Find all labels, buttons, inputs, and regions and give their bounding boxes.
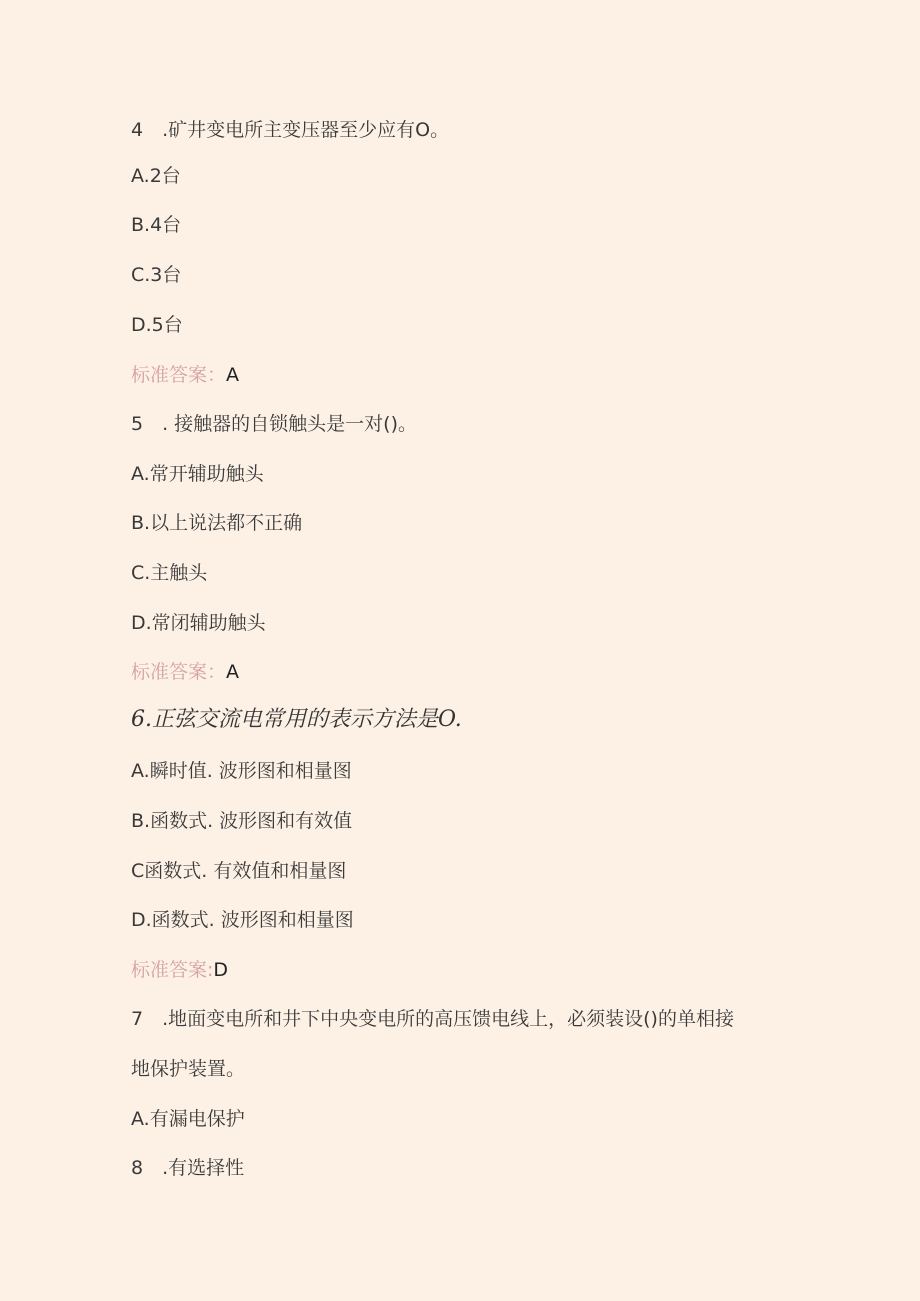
answer-label: 标准答案: xyxy=(131,959,214,981)
question-6: 6.正弦交流电常用的表示方法是O. xyxy=(131,707,462,732)
q5-option-b: B.以上说法都不正确 xyxy=(131,512,303,534)
q7-option-a: A.有漏电保护 xyxy=(131,1108,245,1130)
q4-answer xyxy=(131,362,239,388)
q6-answer xyxy=(131,957,228,983)
question-7-line-1: 7 .地面变电所和井下中央变电所的高压馈电线上，必须装设()的单相接 xyxy=(131,1008,734,1030)
q4-option-b: B.4台 xyxy=(131,214,182,236)
question-4: 4 .矿井变电所主变压器至少应有O。 xyxy=(131,119,450,141)
answer-label: 标准答案： xyxy=(131,364,227,386)
q4-option-c: C.3台 xyxy=(131,264,182,286)
q6-option-c: C函数式. 有效值和相量图 xyxy=(131,860,347,882)
q6-option-a: A.瞬时值. 波形图和相量图 xyxy=(131,760,352,782)
answer-label: 标准答案： xyxy=(131,661,227,683)
answer-value: D xyxy=(213,959,229,981)
q5-option-a: A.常开辅助触头 xyxy=(131,463,264,485)
q4-option-a: A.2台 xyxy=(131,165,181,187)
question-8: 8 .有选择性 xyxy=(131,1157,245,1179)
q5-answer xyxy=(131,659,239,685)
q6-option-d: D.函数式. 波形图和相量图 xyxy=(131,909,354,931)
q5-option-d: D.常闭辅助触头 xyxy=(131,612,266,634)
q4-option-d: D.5台 xyxy=(131,314,183,336)
answer-value: A xyxy=(226,364,240,386)
q5-option-c: C.主触头 xyxy=(131,562,208,584)
question-7-line-2: 地保护装置。 xyxy=(131,1058,246,1080)
answer-value: A xyxy=(226,661,240,683)
q6-option-b: B.函数式. 波形图和有效值 xyxy=(131,810,353,832)
question-5: 5 . 接触器的自锁触头是一对()。 xyxy=(131,413,417,435)
